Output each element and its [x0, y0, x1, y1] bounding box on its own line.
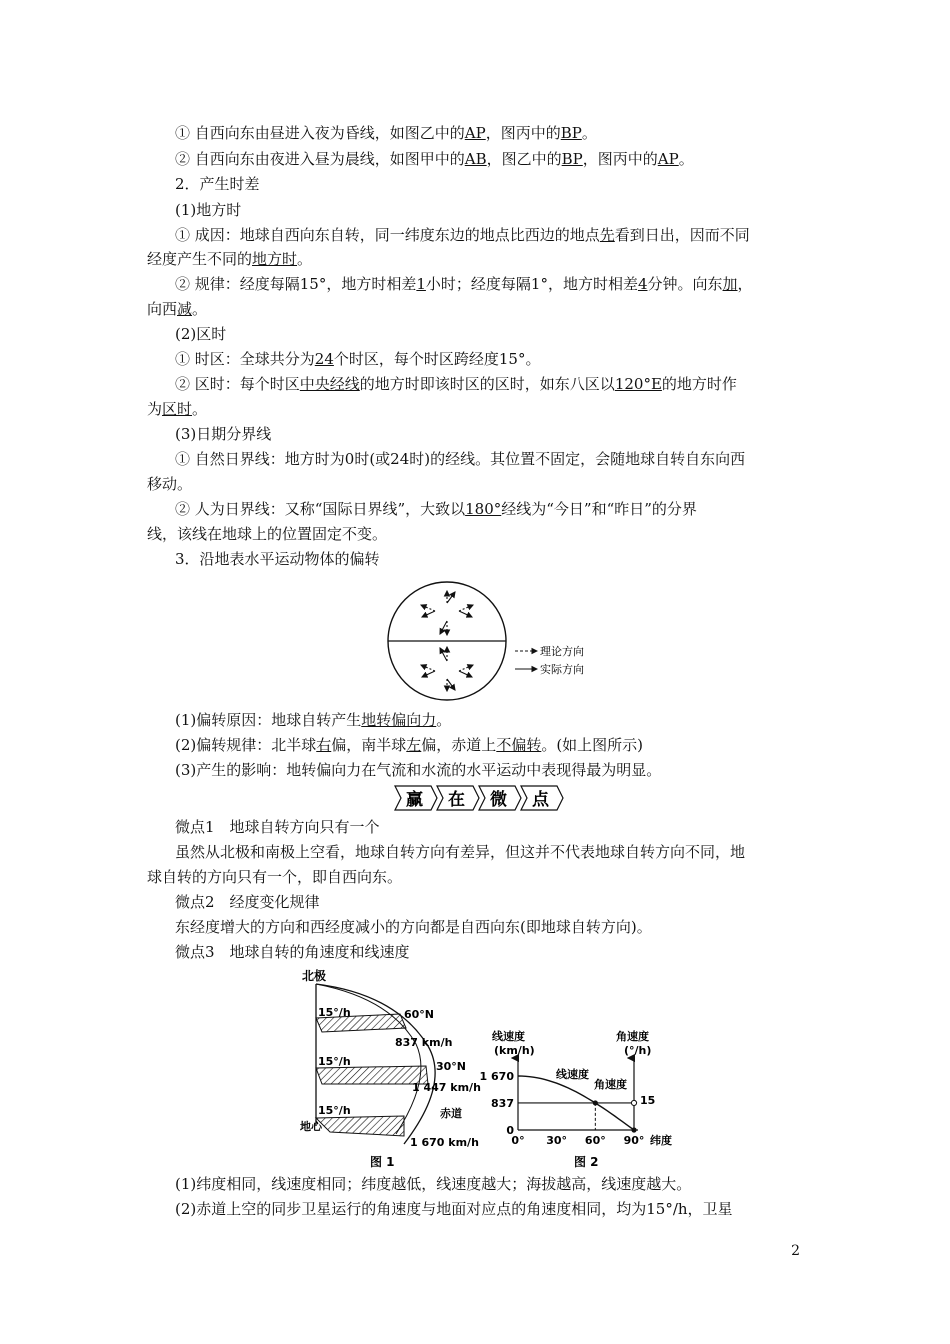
fig1-center-label: 地心 — [300, 1120, 322, 1133]
micro-point-1-heading: 微点1 地球自转方向只有一个 — [175, 818, 380, 836]
text-line-2: ② 自西向东由夜进入昼为晨线，如图甲中的AB，图乙中的BP，图丙中的AP。 — [175, 150, 694, 168]
text-line-16: ② 人为日界线：又称“国际日界线”，大致以180°经线为“今日”和“昨日”的分界 — [175, 500, 697, 518]
text-line-19: (1)偏转原因：地球自转产生地转偏向力。 — [175, 711, 452, 729]
fig2-ytick-0: 1 670 — [479, 1070, 514, 1083]
text-line-5: ① 成因：地球自西向东自转，同一纬度东边的地点比西边的地点先看到日出，因而不同 — [175, 226, 750, 244]
text-line-8: 向西减。 — [147, 300, 208, 318]
fig2-point-angular — [631, 1100, 636, 1105]
text-line-10: ① 时区：全球共分为24个时区，每个时区跨经度15°。 — [175, 350, 541, 368]
legend-actual-label: 实际方向 — [540, 663, 584, 676]
section-banner — [393, 784, 565, 812]
fig1-band-equator — [316, 1116, 404, 1136]
text-line-24: 球自转的方向只有一个，即自西向东。 — [147, 868, 403, 886]
text-line-6: 经度产生不同的地方时。 — [147, 250, 313, 268]
banner-char-1: 赢 — [406, 790, 423, 810]
text-line-28: (1)纬度相同，线速度相同；纬度越低，线速度越大；海拔越高，线速度越大。 — [175, 1175, 692, 1193]
fig1-speed30-label: 1 447 km/h — [412, 1081, 481, 1094]
subheading-local-time: (1)地方时 — [175, 201, 242, 219]
fig2-point-90 — [631, 1127, 636, 1132]
northern-arrows — [421, 591, 473, 635]
deflection-diagram — [385, 581, 600, 705]
text-line-11: ② 区时：每个时区中央经线的地方时即该时区的区时，如东八区以120°E的地方时作 — [175, 375, 737, 393]
text-line-23: 虽然从北极和南极上空看，地球自转方向有差异，但这并不代表地球自转方向不同，地 — [175, 843, 746, 861]
fig2-point-60 — [593, 1100, 598, 1105]
micro-point-3-heading: 微点3 地球自转的角速度和线速度 — [175, 943, 410, 961]
text-line-14: ① 自然日界线：地方时为0时(或24时)的经线。其位置不固定，会随地球自转自东向西 — [175, 450, 746, 468]
banner-char-2: 在 — [448, 790, 465, 810]
fig2-series-linear-label: 线速度 — [556, 1068, 589, 1081]
fig1-lat30-label: 30°N — [436, 1060, 467, 1073]
fig2-xlabel: 纬度 — [650, 1134, 672, 1147]
section-heading-time-difference: 2．产生时差 — [175, 175, 260, 193]
figure-2-speed-chart — [478, 1024, 698, 1172]
fig2-caption: 图 2 — [574, 1155, 599, 1169]
fig1-rate-label-3: 15°/h — [318, 1104, 351, 1117]
text-line-29: (2)赤道上空的同步卫星运行的角速度与地面对应点的角速度相同，均为15°/h，卫星 — [175, 1200, 733, 1218]
page-number: 2 — [791, 1243, 800, 1259]
section-heading-deflection: 3．沿地表水平运动物体的偏转 — [175, 550, 380, 568]
banner-char-3: 微 — [490, 790, 507, 810]
fig1-speed60-label: 837 km/h — [395, 1036, 453, 1049]
fig2-yunit-left: (km/h) — [494, 1044, 535, 1057]
fig1-lat60-label: 60°N — [404, 1008, 435, 1021]
subheading-date-line: (3)日期分界线 — [175, 425, 272, 443]
fig2-ytick-2: 0 — [506, 1124, 514, 1137]
southern-arrows — [421, 647, 473, 691]
fig2-xtick-2: 60° — [584, 1134, 606, 1147]
figure-1-earth-section — [300, 966, 485, 1171]
text-line-1: ① 自西向东由昼进入夜为昏线，如图乙中的AP，图丙中的BP。 — [175, 124, 597, 142]
fig1-caption: 图 1 — [370, 1155, 395, 1169]
legend-theory-label: 理论方向 — [540, 645, 584, 658]
fig2-xtick-1: 30° — [546, 1134, 568, 1147]
fig2-xtick-3: 90° — [623, 1134, 645, 1147]
text-line-12: 为区时。 — [147, 400, 208, 418]
fig2-xtick-0: 0° — [511, 1134, 525, 1147]
text-line-17: 线，该线在地球上的位置固定不变。 — [147, 525, 388, 543]
fig1-speed0-label: 1 670 km/h — [410, 1136, 479, 1149]
banner-char-4: 点 — [532, 790, 549, 810]
fig2-ylabel-left: 线速度 — [492, 1030, 525, 1043]
fig1-rate-label-2: 15°/h — [318, 1055, 351, 1068]
text-line-7: ② 规律：经度每隔15°，地方时相差1小时；经度每隔1°，地方时相差4分钟。向东加， — [175, 275, 753, 293]
fig1-rate-label-1: 15°/h — [318, 1006, 351, 1019]
fig1-north-pole-label: 北极 — [302, 969, 327, 983]
text-line-21: (3)产生的影响：地转偏向力在气流和水流的水平运动中表现得最为明显。 — [175, 761, 662, 779]
fig2-ylabel-right: 角速度 — [616, 1030, 649, 1043]
fig1-equator-label: 赤道 — [440, 1107, 462, 1120]
fig2-right-tick: 15 — [640, 1094, 656, 1107]
text-line-20: (2)偏转规律：北半球右偏，南半球左偏，赤道上不偏转。(如上图所示) — [175, 736, 644, 754]
micro-point-2-heading: 微点2 经度变化规律 — [175, 893, 320, 911]
subheading-zone-time: (2)区时 — [175, 325, 227, 343]
fig2-ytick-1: 837 — [491, 1096, 514, 1110]
text-line-15: 移动。 — [147, 475, 193, 493]
fig2-series-angular-label: 角速度 — [594, 1078, 627, 1091]
text-line-26: 东经度增大的方向和西经度减小的方向都是自西向东(即地球自转方向)。 — [175, 918, 652, 936]
fig2-yunit-right: (°/h) — [624, 1044, 652, 1057]
